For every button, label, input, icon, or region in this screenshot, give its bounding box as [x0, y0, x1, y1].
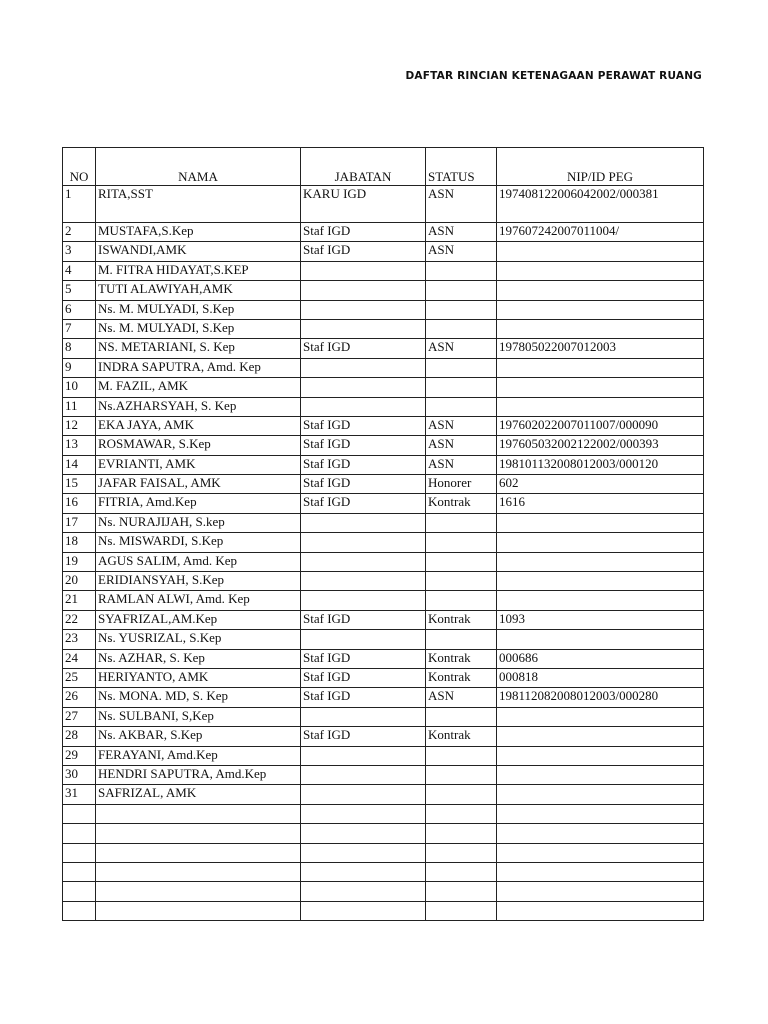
cell-nip: 000686 — [497, 649, 704, 668]
cell-nama: TUTI ALAWIYAH,AMK — [96, 281, 301, 300]
cell-nip: 000818 — [497, 668, 704, 687]
table-row — [63, 765, 704, 784]
cell-status — [426, 591, 497, 610]
cell-nama: Ns. MONA. MD, S. Kep — [96, 688, 301, 707]
cell-nama: Ns. YUSRIZAL, S.Kep — [96, 630, 301, 649]
cell-nip — [497, 378, 704, 397]
cell-status: ASN — [426, 416, 497, 435]
table-row — [63, 378, 704, 397]
cell-no: 10 — [63, 378, 96, 397]
cell-status — [426, 862, 497, 881]
cell-nip — [497, 397, 704, 416]
table-row — [63, 436, 704, 455]
cell-no: 8 — [63, 339, 96, 358]
cell-jabatan: Staf IGD — [301, 610, 426, 629]
cell-nip — [497, 707, 704, 726]
cell-no: 15 — [63, 475, 96, 494]
table-row — [63, 513, 704, 532]
cell-jabatan: Staf IGD — [301, 242, 426, 261]
cell-no — [63, 824, 96, 843]
cell-status — [426, 319, 497, 338]
cell-nip: 197805022007012003 — [497, 339, 704, 358]
cell-nama: EKA JAYA, AMK — [96, 416, 301, 435]
cell-jabatan: Staf IGD — [301, 416, 426, 435]
cell-nama — [96, 882, 301, 901]
cell-jabatan: Staf IGD — [301, 649, 426, 668]
cell-nama: Ns. SULBANI, S,Kep — [96, 707, 301, 726]
cell-no: 21 — [63, 591, 96, 610]
table-row — [63, 824, 704, 843]
cell-nama: SYAFRIZAL,AM.Kep — [96, 610, 301, 629]
cell-jabatan — [301, 533, 426, 552]
cell-nip: 602 — [497, 475, 704, 494]
cell-jabatan: Staf IGD — [301, 494, 426, 513]
cell-nama: JAFAR FAISAL, AMK — [96, 475, 301, 494]
cell-nama — [96, 901, 301, 920]
cell-nama: Ns. AKBAR, S.Kep — [96, 727, 301, 746]
cell-no: 7 — [63, 319, 96, 338]
table-row — [63, 668, 704, 687]
cell-status: Kontrak — [426, 494, 497, 513]
cell-nama: SAFRIZAL, AMK — [96, 785, 301, 804]
cell-nip — [497, 358, 704, 377]
table-row — [63, 475, 704, 494]
cell-jabatan — [301, 300, 426, 319]
cell-jabatan — [301, 746, 426, 765]
header-nip: NIP/ID PEG — [497, 148, 704, 186]
table-row — [63, 552, 704, 571]
cell-nama: Ns. M. MULYADI, S.Kep — [96, 300, 301, 319]
cell-no: 25 — [63, 668, 96, 687]
cell-status — [426, 824, 497, 843]
cell-nama: ISWANDI,AMK — [96, 242, 301, 261]
cell-no: 11 — [63, 397, 96, 416]
table-header-row — [63, 148, 704, 186]
cell-no: 9 — [63, 358, 96, 377]
cell-no — [63, 901, 96, 920]
cell-jabatan: Staf IGD — [301, 455, 426, 474]
cell-jabatan — [301, 901, 426, 920]
cell-jabatan: Staf IGD — [301, 436, 426, 455]
cell-jabatan — [301, 843, 426, 862]
table-row — [63, 300, 704, 319]
cell-nama: M. FITRA HIDAYAT,S.KEP — [96, 261, 301, 280]
cell-nip: 197408122006042002/000381 — [497, 186, 704, 223]
cell-no: 28 — [63, 727, 96, 746]
cell-nip — [497, 843, 704, 862]
cell-nip — [497, 727, 704, 746]
cell-nama: EVRIANTI, AMK — [96, 455, 301, 474]
cell-nip — [497, 300, 704, 319]
cell-status — [426, 281, 497, 300]
cell-nip — [497, 552, 704, 571]
cell-jabatan — [301, 785, 426, 804]
cell-jabatan: Staf IGD — [301, 668, 426, 687]
cell-nip — [497, 824, 704, 843]
cell-status — [426, 552, 497, 571]
cell-nama: Ns. NURAJIJAH, S.kep — [96, 513, 301, 532]
cell-nama: HERIYANTO, AMK — [96, 668, 301, 687]
cell-nip — [497, 862, 704, 881]
cell-status: Kontrak — [426, 727, 497, 746]
cell-jabatan: Staf IGD — [301, 339, 426, 358]
cell-no: 29 — [63, 746, 96, 765]
cell-no — [63, 882, 96, 901]
cell-no: 30 — [63, 765, 96, 784]
cell-no: 16 — [63, 494, 96, 513]
cell-status — [426, 533, 497, 552]
cell-nip: 198101132008012003/000120 — [497, 455, 704, 474]
table-row — [63, 397, 704, 416]
cell-status: ASN — [426, 223, 497, 242]
cell-status — [426, 300, 497, 319]
table-row — [63, 358, 704, 377]
cell-no — [63, 843, 96, 862]
cell-status: Kontrak — [426, 649, 497, 668]
cell-nip: 1616 — [497, 494, 704, 513]
cell-status — [426, 513, 497, 532]
cell-status — [426, 765, 497, 784]
cell-jabatan: Staf IGD — [301, 223, 426, 242]
cell-no: 4 — [63, 261, 96, 280]
table-row — [63, 688, 704, 707]
cell-jabatan — [301, 882, 426, 901]
cell-nip: 197605032002122002/000393 — [497, 436, 704, 455]
cell-status — [426, 804, 497, 823]
cell-jabatan — [301, 804, 426, 823]
table-row — [63, 727, 704, 746]
cell-nama: Ns. MISWARDI, S.Kep — [96, 533, 301, 552]
cell-no: 2 — [63, 223, 96, 242]
table-row — [63, 707, 704, 726]
table-row — [63, 882, 704, 901]
cell-jabatan — [301, 378, 426, 397]
table-row — [63, 242, 704, 261]
cell-no: 20 — [63, 572, 96, 591]
cell-no: 12 — [63, 416, 96, 435]
cell-jabatan — [301, 319, 426, 338]
cell-nama: MUSTAFA,S.Kep — [96, 223, 301, 242]
table-row — [63, 186, 704, 223]
cell-status: Honorer — [426, 475, 497, 494]
cell-status: ASN — [426, 436, 497, 455]
cell-jabatan — [301, 552, 426, 571]
cell-nip — [497, 242, 704, 261]
cell-no: 22 — [63, 610, 96, 629]
cell-jabatan — [301, 824, 426, 843]
cell-nip — [497, 785, 704, 804]
cell-no: 14 — [63, 455, 96, 474]
cell-status — [426, 261, 497, 280]
header-no: NO — [63, 148, 96, 186]
cell-jabatan — [301, 397, 426, 416]
cell-status: ASN — [426, 242, 497, 261]
cell-nip: 198112082008012003/000280 — [497, 688, 704, 707]
cell-nip: 1093 — [497, 610, 704, 629]
cell-status — [426, 397, 497, 416]
cell-status — [426, 630, 497, 649]
cell-jabatan — [301, 630, 426, 649]
cell-no: 6 — [63, 300, 96, 319]
cell-status: ASN — [426, 455, 497, 474]
cell-jabatan: Staf IGD — [301, 727, 426, 746]
table-row — [63, 319, 704, 338]
cell-status: Kontrak — [426, 668, 497, 687]
cell-nip — [497, 804, 704, 823]
header-jabatan: JABATAN — [301, 148, 426, 186]
cell-nama: Ns. M. MULYADI, S.Kep — [96, 319, 301, 338]
table-row — [63, 862, 704, 881]
cell-status — [426, 785, 497, 804]
cell-no: 19 — [63, 552, 96, 571]
cell-jabatan — [301, 591, 426, 610]
cell-nama: ROSMAWAR, S.Kep — [96, 436, 301, 455]
cell-no: 24 — [63, 649, 96, 668]
cell-nama — [96, 862, 301, 881]
cell-status — [426, 746, 497, 765]
cell-nama — [96, 843, 301, 862]
cell-status — [426, 378, 497, 397]
cell-no: 27 — [63, 707, 96, 726]
cell-nip — [497, 261, 704, 280]
cell-status — [426, 358, 497, 377]
cell-status: ASN — [426, 339, 497, 358]
cell-nip — [497, 882, 704, 901]
cell-jabatan — [301, 862, 426, 881]
table-row — [63, 610, 704, 629]
cell-no: 26 — [63, 688, 96, 707]
header-status: STATUS — [426, 148, 497, 186]
table-row — [63, 630, 704, 649]
cell-nama: INDRA SAPUTRA, Amd. Kep — [96, 358, 301, 377]
cell-status: ASN — [426, 688, 497, 707]
cell-no — [63, 804, 96, 823]
table-row — [63, 533, 704, 552]
table-row — [63, 281, 704, 300]
table-row — [63, 804, 704, 823]
cell-nama: Ns.AZHARSYAH, S. Kep — [96, 397, 301, 416]
cell-status — [426, 707, 497, 726]
cell-nip — [497, 591, 704, 610]
cell-no: 1 — [63, 186, 96, 223]
cell-nama: HENDRI SAPUTRA, Amd.Kep — [96, 765, 301, 784]
cell-nip — [497, 319, 704, 338]
cell-nip — [497, 572, 704, 591]
cell-nama: FITRIA, Amd.Kep — [96, 494, 301, 513]
table-row — [63, 261, 704, 280]
cell-status: ASN — [426, 186, 497, 223]
cell-jabatan — [301, 513, 426, 532]
table-row — [63, 223, 704, 242]
table-row — [63, 901, 704, 920]
cell-jabatan — [301, 572, 426, 591]
cell-jabatan — [301, 261, 426, 280]
cell-nip — [497, 281, 704, 300]
cell-nama: AGUS SALIM, Amd. Kep — [96, 552, 301, 571]
cell-no: 5 — [63, 281, 96, 300]
cell-jabatan — [301, 765, 426, 784]
cell-no: 13 — [63, 436, 96, 455]
cell-nama: M. FAZIL, AMK — [96, 378, 301, 397]
cell-no: 31 — [63, 785, 96, 804]
cell-no: 3 — [63, 242, 96, 261]
staff-table — [62, 147, 704, 921]
table-row — [63, 416, 704, 435]
cell-nama: ERIDIANSYAH, S.Kep — [96, 572, 301, 591]
cell-status: Kontrak — [426, 610, 497, 629]
cell-nama: RITA,SST — [96, 186, 301, 223]
cell-nip — [497, 513, 704, 532]
cell-nip — [497, 533, 704, 552]
table-row — [63, 494, 704, 513]
cell-jabatan: KARU IGD — [301, 186, 426, 223]
cell-jabatan: Staf IGD — [301, 688, 426, 707]
cell-no — [63, 862, 96, 881]
cell-status — [426, 882, 497, 901]
cell-nip — [497, 746, 704, 765]
cell-no: 17 — [63, 513, 96, 532]
table-row — [63, 843, 704, 862]
table-row — [63, 572, 704, 591]
cell-status — [426, 843, 497, 862]
cell-no: 18 — [63, 533, 96, 552]
cell-jabatan: Staf IGD — [301, 475, 426, 494]
cell-nip — [497, 901, 704, 920]
cell-nama: FERAYANI, Amd.Kep — [96, 746, 301, 765]
cell-status — [426, 572, 497, 591]
cell-nama — [96, 824, 301, 843]
cell-nip — [497, 630, 704, 649]
cell-jabatan — [301, 707, 426, 726]
table-row — [63, 746, 704, 765]
table-row — [63, 649, 704, 668]
cell-status — [426, 901, 497, 920]
cell-nip — [497, 765, 704, 784]
cell-nip: 197607242007011004/ — [497, 223, 704, 242]
header-nama: NAMA — [96, 148, 301, 186]
cell-nama: RAMLAN ALWI, Amd. Kep — [96, 591, 301, 610]
table-row — [63, 339, 704, 358]
cell-nama — [96, 804, 301, 823]
document-title: DAFTAR RINCIAN KETENAGAAN PERAWAT RUANG — [405, 70, 702, 82]
table-row — [63, 455, 704, 474]
cell-nama: Ns. AZHAR, S. Kep — [96, 649, 301, 668]
cell-jabatan — [301, 358, 426, 377]
table-row — [63, 591, 704, 610]
cell-nip: 197602022007011007/000090 — [497, 416, 704, 435]
cell-nama: NS. METARIANI, S. Kep — [96, 339, 301, 358]
cell-jabatan — [301, 281, 426, 300]
table-body — [63, 186, 704, 921]
table-row — [63, 785, 704, 804]
cell-no: 23 — [63, 630, 96, 649]
